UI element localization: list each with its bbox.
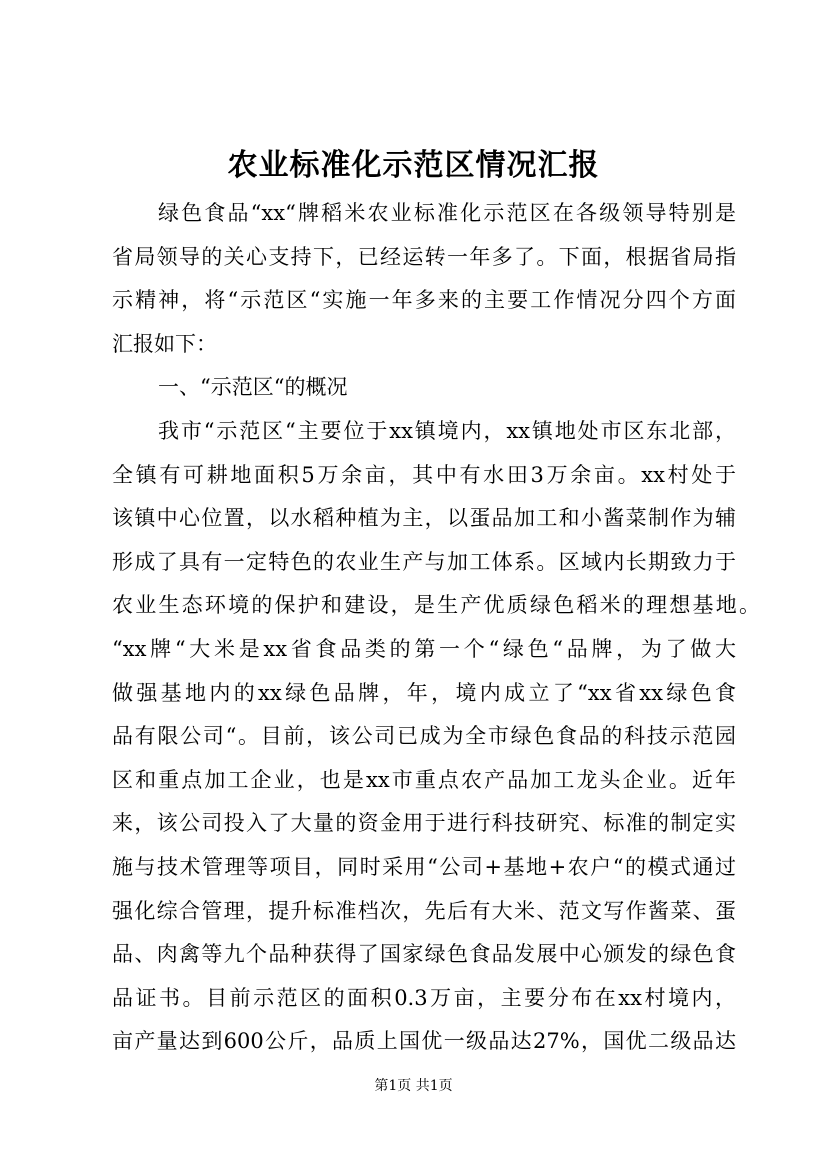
paragraph-line: 示精神，将“示范区“实施一年多来的主要工作情况分四个方面 <box>112 288 736 313</box>
paragraph-line: 区和重点加工企业，也是xx市重点农产品加工龙头企业。近年 <box>112 767 736 792</box>
paragraph-line: 来，该公司投入了大量的资金用于进行科技研究、标准的制定实 <box>112 811 736 836</box>
paragraph-line: 亩产量达到600公斤，品质上国优一级品达27%，国优二级品达 <box>112 1029 736 1054</box>
paragraph-line: 品证书。目前示范区的面积0.3万亩，主要分布在xx村境内， <box>112 985 736 1010</box>
paragraph-line: 品、肉禽等九个品种获得了国家绿色食品发展中心颁发的绿色食 <box>112 942 736 967</box>
page-number: 第1页 共1页 <box>374 1078 453 1094</box>
paragraph-line: 农业生态环境的保护和建设，是生产优质绿色稻米的理想基地。 <box>112 593 760 618</box>
paragraph-line: 省局领导的关心支持下，已经运转一年多了。下面，根据省局指 <box>112 244 736 269</box>
paragraph-line: 施与技术管理等项目，同时采用“公司+基地+农户“的模式通过 <box>112 855 736 879</box>
paragraph-line: 绿色食品“xx“牌稻米农业标准化示范区在各级领导特别是 <box>158 201 736 225</box>
paragraph-line: 全镇有可耕地面积5万余亩，其中有水田3万余亩。xx村处于 <box>112 462 736 487</box>
section-heading: 一、“示范区“的概况 <box>158 375 348 400</box>
paragraph-line: 该镇中心位置，以水稻种植为主，以蛋品加工和小酱菜制作为辅 <box>112 506 736 531</box>
paragraph-line: 汇报如下： <box>112 331 217 356</box>
paragraph-line: 形成了具有一定特色的农业生产与加工体系。区域内长期致力于 <box>112 549 736 574</box>
paragraph-line: 做强基地内的xx绿色品牌，年，境内成立了“xx省xx绿色食 <box>112 680 736 705</box>
paragraph-line: 我市“示范区“主要位于xx镇境内，xx镇地处市区东北部， <box>158 419 736 443</box>
paragraph-line: 强化综合管理，提升标准档次，先后有大米、范文写作酱菜、蛋 <box>112 898 736 923</box>
document-title: 农业标准化示范区情况汇报 <box>227 148 600 183</box>
paragraph-line: “xx牌“大米是xx省食品类的第一个“绿色“品牌，为了做大 <box>112 637 736 661</box>
paragraph-line: 品有限公司“。目前，该公司已成为全市绿色食品的科技示范园 <box>112 724 736 749</box>
